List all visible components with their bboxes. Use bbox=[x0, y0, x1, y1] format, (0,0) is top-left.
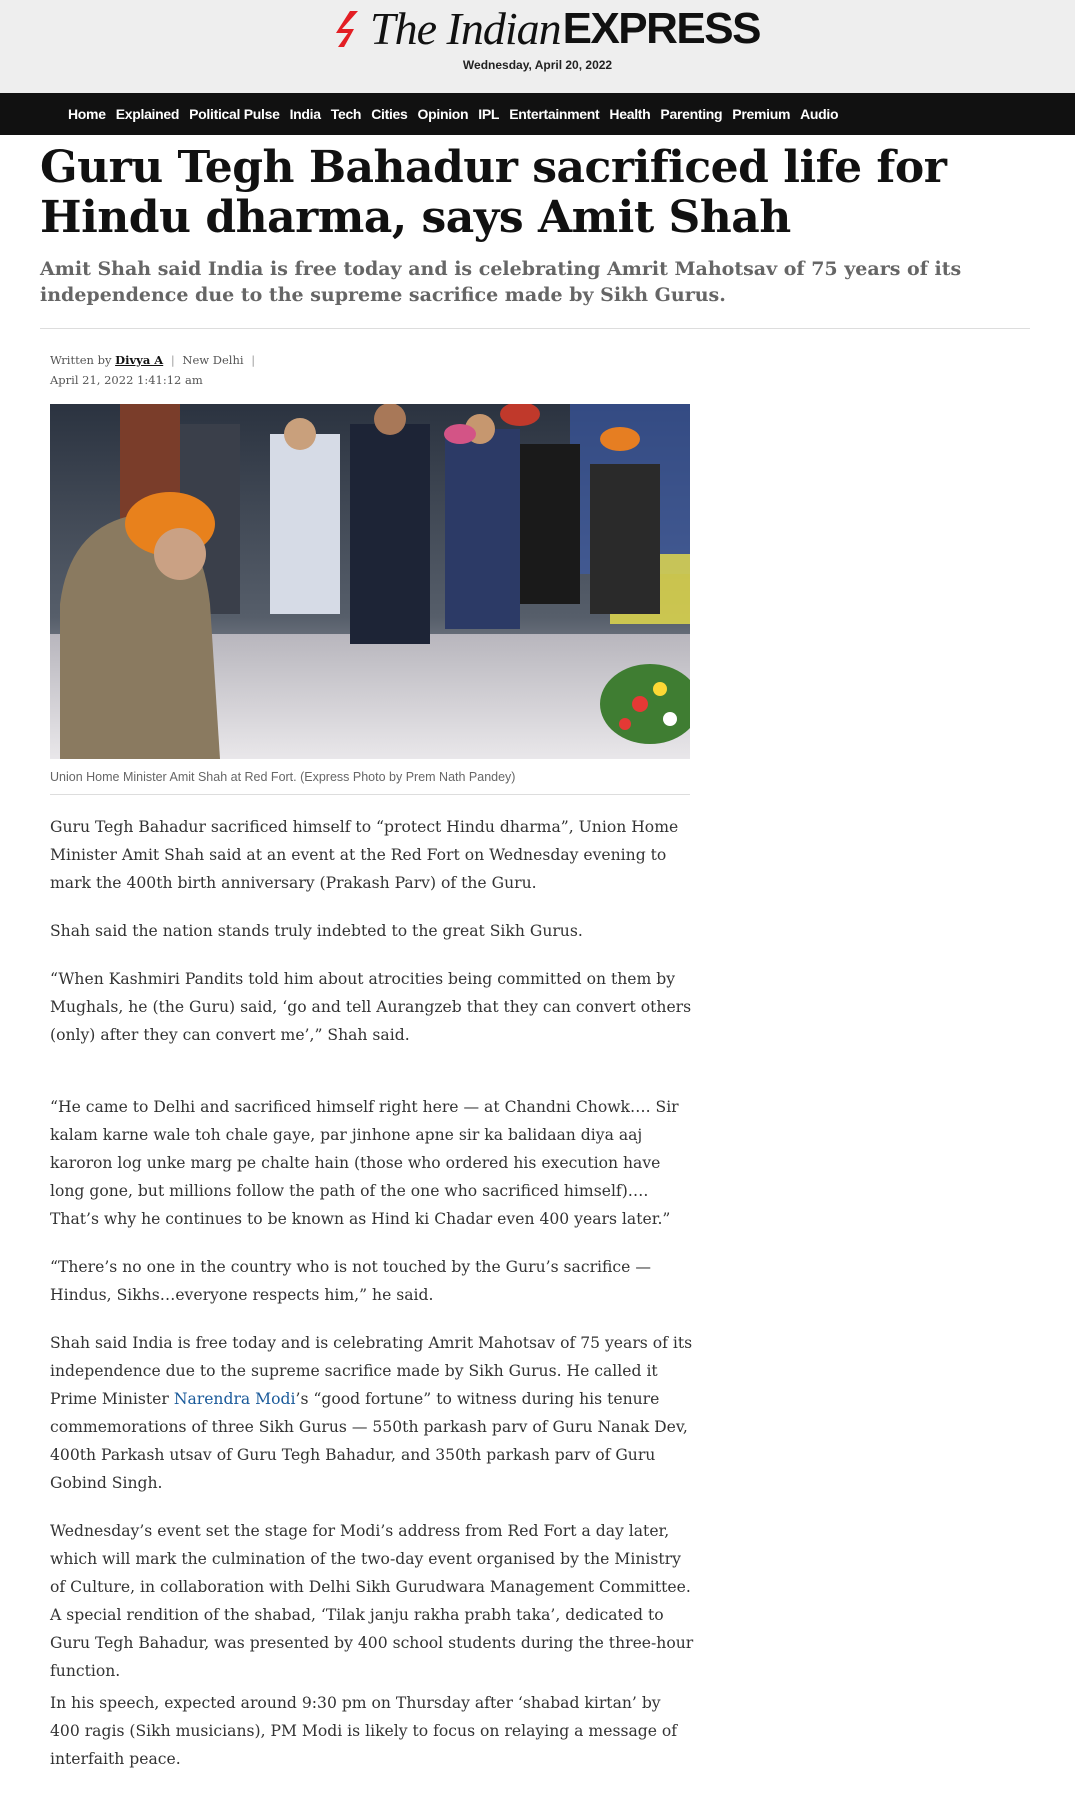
article-paragraph bbox=[50, 1517, 695, 1685]
nav-item-opinion[interactable]: Opinion bbox=[417, 106, 469, 122]
paragraph-text: A special rendition of the shabad, ‘Tilak janju rakha prabh taka’, dedicated to Guru Tegh Bahadur, was presented by 400 school students during the three-hour function. bbox=[50, 1606, 694, 1680]
byline-timestamp: April 21, 2022 1:41:12 am bbox=[50, 373, 203, 387]
logo-wordmark-express: EXPRESS bbox=[562, 4, 760, 53]
logo-wordmark-the: The Indian bbox=[370, 3, 561, 54]
site-logo[interactable] bbox=[334, 3, 760, 54]
nav-item-tech[interactable]: Tech bbox=[330, 106, 362, 122]
header-divider bbox=[40, 328, 1030, 329]
article-body bbox=[50, 813, 695, 1793]
article-paragraph: Guru Tegh Bahadur sacrificed himself to “protect Hindu dharma”, Union Home Minister Amit Shah said at an event at the Red Fort on Wednesday evening to mark the 400th birth anniversary (Prakash Parv) of the Guru. bbox=[50, 818, 679, 892]
article-paragraph bbox=[50, 1329, 695, 1497]
nav-item-premium[interactable]: Premium bbox=[732, 106, 791, 122]
byline-separator: | bbox=[170, 353, 175, 367]
express-logo-mark-icon bbox=[334, 9, 362, 49]
narendra-modi-link[interactable]: Narendra Modi bbox=[173, 1390, 296, 1408]
article-paragraph: Shah said the nation stands truly indebted to the great Sikh Gurus. bbox=[50, 922, 583, 940]
nav-item-home[interactable]: Home bbox=[68, 106, 106, 122]
paragraph-text: Wednesday’s event set the stage for Modi’s address from Red Fort a day later, which will mark the culmination of the two-day event organised by the Ministry of Culture, in collaboration with Delhi Sikh Gurudwara Management Committee. bbox=[50, 1522, 691, 1596]
byline bbox=[50, 350, 259, 390]
nav-item-ipl[interactable]: IPL bbox=[478, 106, 500, 122]
article-paragraph: “He came to Delhi and sacrificed himself right here — at Chandni Chowk…. Sir kalam karne wale toh chale gaye, par jinhone apne sir ka balidaan diya aaj karoron log unke marg pe chalte hain (those who ordered his execution have long gone, but millions follow the path of the one who sacrificed himself)…. That’s why he continues to be known as Hind ki Chadar even 400 years later.” bbox=[50, 1098, 679, 1228]
paragraph-text: Shah said India is free today and is celebrating Amrit Mahotsav of 75 years of its independence due to the supreme sacrifice made by Sikh Gurus. He called it Prime Minister bbox=[50, 1334, 693, 1408]
article-headline: Guru Tegh Bahadur sacrificed life for Hindu dharma, says Amit Shah bbox=[40, 142, 947, 243]
article-photo bbox=[50, 404, 690, 759]
nav-item-entertainment[interactable]: Entertainment bbox=[509, 106, 600, 122]
article-standfirst: Amit Shah said India is free today and is celebrating Amrit Mahotsav of 75 years of its independence due to the supreme sacrifice made by Sikh Gurus. bbox=[40, 258, 962, 306]
article-paragraph: In his speech, expected around 9:30 pm on Thursday after ‘shabad kirtan’ by 400 ragis (Sikh musicians), PM Modi is likely to focus on relaying a message of interfaith peace. bbox=[50, 1694, 678, 1768]
nav-item-audio[interactable]: Audio bbox=[800, 106, 839, 122]
nav-item-political-pulse[interactable]: Political Pulse bbox=[189, 106, 280, 122]
paragraph-text: ’s “good fortune” to witness during his tenure commemorations of three Sikh Gurus — 550th parkash parv of Guru Nanak Dev, 400th Parkash utsav of Guru Tegh Bahadur, and 350th parkash parv of Guru Gobind Singh. bbox=[50, 1390, 688, 1492]
byline-location: New Delhi bbox=[182, 353, 244, 367]
ad-spacer bbox=[50, 1069, 695, 1093]
author-link[interactable]: Divya A bbox=[115, 353, 164, 367]
nav-item-parenting[interactable]: Parenting bbox=[660, 106, 723, 122]
photo-illustration bbox=[50, 404, 690, 759]
byline-written-by: Written by bbox=[50, 353, 112, 367]
main-nav bbox=[0, 93, 1075, 135]
masthead bbox=[0, 0, 1075, 93]
article-paragraph: “There’s no one in the country who is not touched by the Guru’s sacrifice — Hindus, Sikhs…everyone respects him,” he said. bbox=[50, 1258, 651, 1304]
nav-item-india[interactable]: India bbox=[289, 106, 321, 122]
masthead-date: Wednesday, April 20, 2022 bbox=[462, 58, 613, 72]
article-paragraph: “When Kashmiri Pandits told him about atrocities being committed on them by Mughals, he (the Guru) said, ‘go and tell Aurangzeb that they can convert others (only) after they can convert me’,” Shah said. bbox=[50, 970, 692, 1044]
caption-divider bbox=[50, 794, 690, 795]
nav-item-explained[interactable]: Explained bbox=[115, 106, 180, 122]
nav-item-cities[interactable]: Cities bbox=[371, 106, 408, 122]
photo-caption: Union Home Minister Amit Shah at Red Fort. (Express Photo by Prem Nath Pandey) bbox=[50, 770, 516, 784]
nav-item-health[interactable]: Health bbox=[609, 106, 651, 122]
byline-separator: | bbox=[251, 353, 256, 367]
